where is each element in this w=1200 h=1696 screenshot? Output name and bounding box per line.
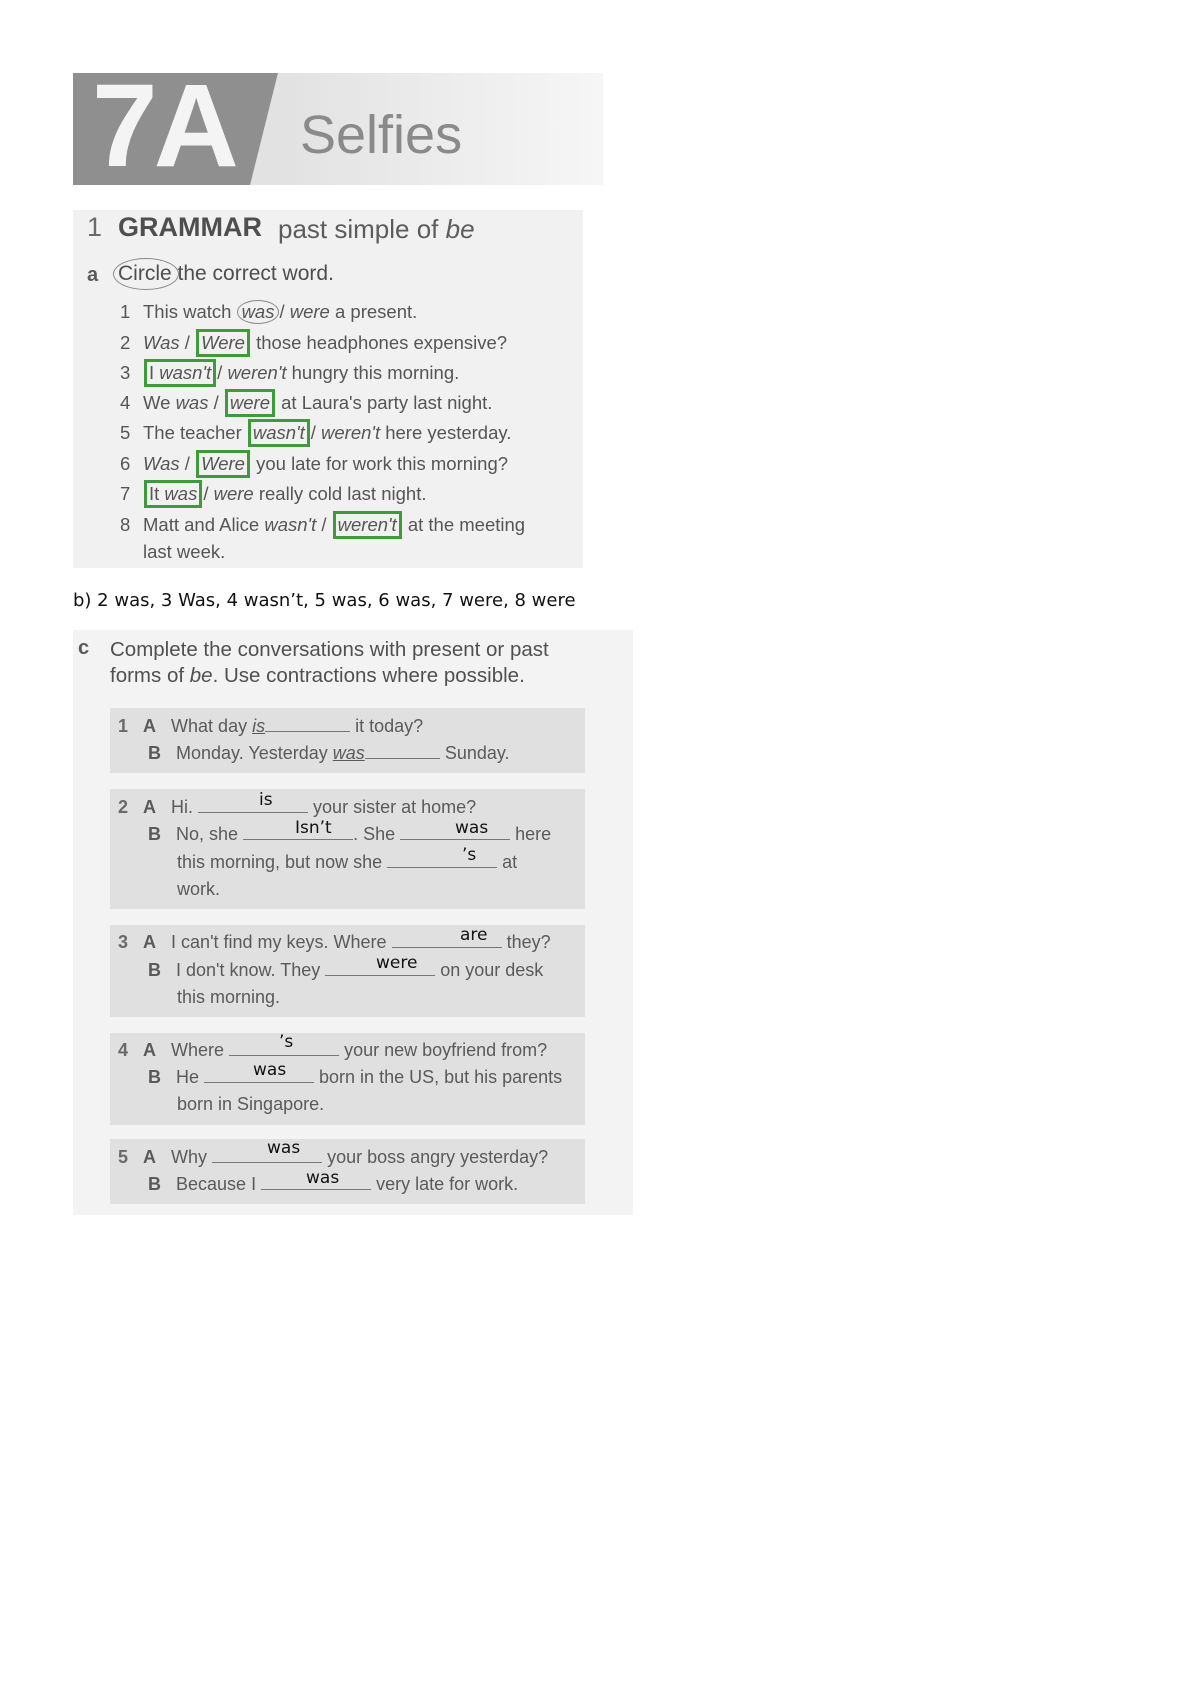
answer-text: was — [253, 1060, 287, 1080]
answer-text: is — [259, 790, 273, 810]
exercise-item: 7 It was / were really cold last night. — [120, 480, 426, 508]
answer-text: was — [267, 1138, 301, 1158]
part-a-instruction: Circle the correct word. — [118, 262, 334, 285]
conversation-1-line-a: 1 A What day is it today? — [118, 716, 424, 736]
conversation-1-line-b: B Monday. Yesterday was Sunday. — [148, 743, 510, 763]
section-subtitle: past simple of be — [278, 214, 475, 244]
exercise-item: 8 Matt and Alice wasn't / weren't at the meeting — [120, 511, 525, 539]
conversation-2-line-b2: this morning, but now she at — [177, 852, 518, 872]
exercise-item: 5 The teacher wasn't / weren't here yesterday. — [120, 419, 511, 447]
part-c-letter: c — [78, 637, 90, 659]
exercise-item: 3 I wasn't / weren't hungry this morning. — [120, 359, 459, 387]
exercise-item: 2 Was / Were those headphones expensive? — [120, 329, 507, 357]
answer-text: were — [376, 953, 418, 973]
exercise-item: 6 Was / Were you late for work this morning? — [120, 450, 508, 478]
answer-text: was — [455, 818, 489, 838]
answer-text: Isn’t — [295, 818, 332, 838]
conversation-3-line-b: B I don't know. They on your desk — [148, 960, 544, 980]
exercise-item-continued: last week. — [143, 541, 226, 562]
conversation-5-line-b: B Because I very late for work. — [148, 1174, 519, 1194]
section-number: 1 — [87, 212, 103, 242]
conversation-2-line-b3: work. — [177, 879, 221, 899]
exercise-item: 4 We was / were at Laura's party last night. — [120, 389, 492, 417]
unit-number: 7A — [92, 60, 235, 192]
exercise-item: 1 This watch was / were a present. — [120, 301, 418, 322]
conversation-3-line-b2: this morning. — [177, 987, 281, 1007]
answer-text: was — [306, 1168, 340, 1188]
part-c-instruction: Complete the conversations with present or past forms of be. Use contractions where possible. — [110, 638, 549, 687]
conversation-4-line-b2: born in Singapore. — [177, 1094, 325, 1114]
conversation-2-line-a: 2 A Hi. your sister at home? — [118, 797, 477, 817]
conversation-5-line-a: 5 A Why your boss angry yesterday? — [118, 1147, 549, 1167]
answer-text: ’s — [462, 845, 477, 865]
answer-text: ’s — [279, 1032, 294, 1052]
part-a-letter: a — [87, 264, 99, 286]
unit-title: Selfies — [300, 105, 463, 165]
conversation-2-line-b: B No, she . She here — [148, 824, 552, 844]
conversation-4-line-a: 4 A Where your new boyfriend from? — [118, 1040, 548, 1060]
answer-text: are — [460, 925, 488, 945]
answer-b: b) 2 was, 3 Was, 4 wasn’t, 5 was, 6 was, 7 were, 8 were — [73, 590, 576, 611]
conversation-3-line-a: 3 A I can't find my keys. Where they? — [118, 932, 551, 952]
section-title: GRAMMAR — [118, 212, 262, 242]
conversation-4-line-b: B He born in the US, but his parents — [148, 1067, 563, 1087]
